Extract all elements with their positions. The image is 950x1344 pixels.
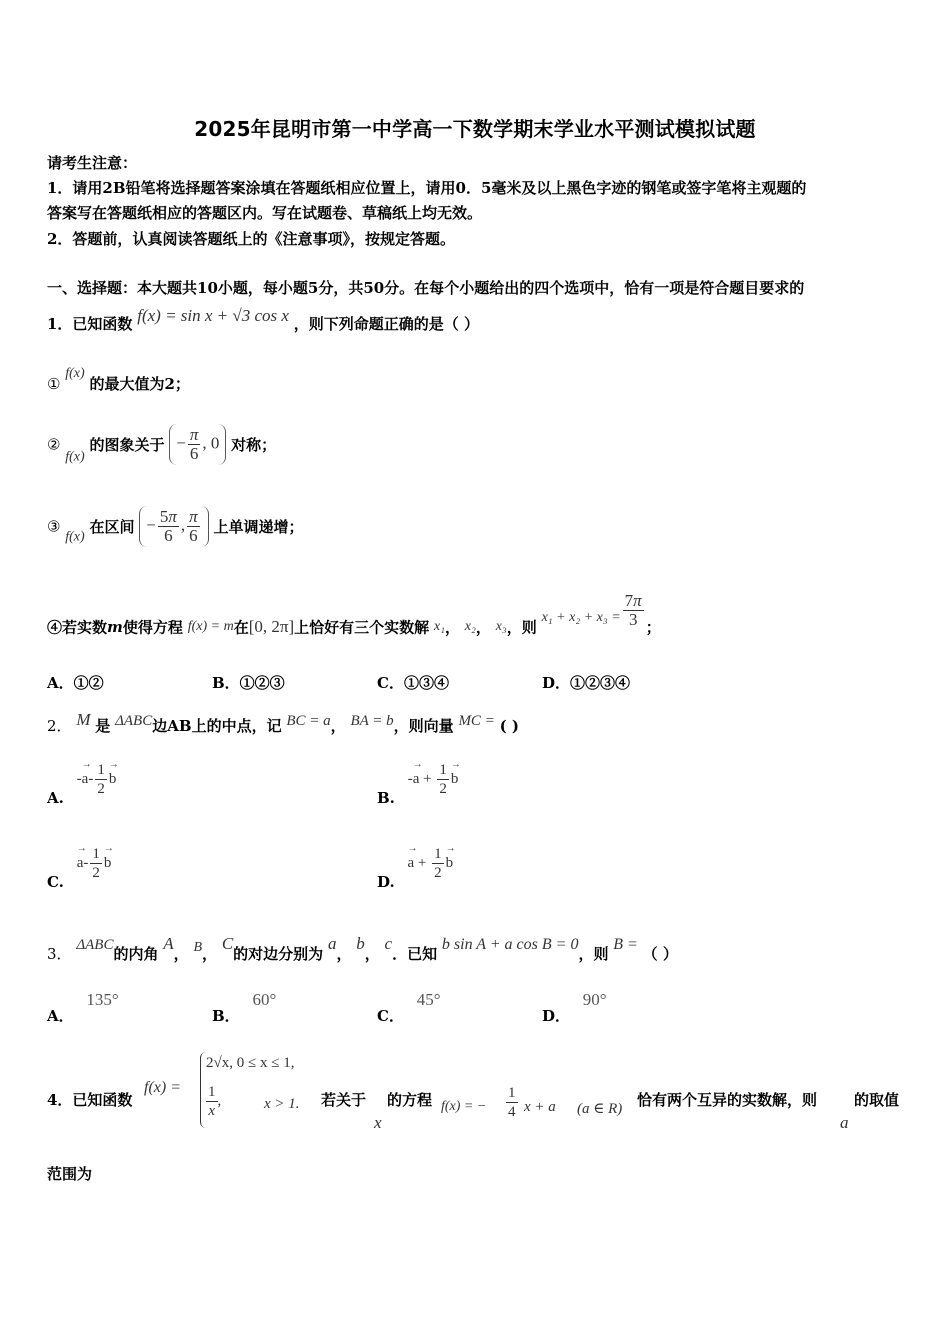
q1-s4-eq: f(x) = m bbox=[187, 619, 234, 634]
q1-statement-2 bbox=[47, 424, 276, 466]
option-value: 135° bbox=[86, 990, 119, 1009]
q3-text2: 的对边分别为 bbox=[233, 945, 324, 963]
q1-s4-text3: 在 bbox=[233, 618, 249, 637]
q1-statement-4: ④若实数m使得方程 f(x) = m在[0, 2π]上恰好有三个实数解 x₁， x₂， x₃，则 x₁ + x₂ + x₃ = $\frac{7\pi}{3}$ ； bbox=[47, 591, 661, 637]
q2-expr-d: → a + $\frac{1}{2}$ → b bbox=[407, 845, 453, 882]
q2-option-c[interactable] bbox=[47, 845, 111, 891]
q4-a: a bbox=[840, 1113, 849, 1132]
q2-expr-b: -→ a + $\frac{1}{2}$ → b bbox=[408, 761, 459, 798]
q3-option-d[interactable] bbox=[542, 990, 607, 1026]
q3-text1: 的内角 bbox=[113, 945, 159, 963]
q1-s3-interval: − $\frac{5\pi}{6}$ , $\frac{\pi}{6}$ bbox=[139, 506, 208, 547]
q3-option-b[interactable] bbox=[212, 990, 276, 1026]
statement-marker: ① bbox=[47, 375, 61, 393]
q4-case-2-fraction: $\frac{1}{x}$ , bbox=[208, 1084, 222, 1119]
q2-option-a[interactable] bbox=[47, 761, 116, 807]
q2-triangle: ΔABC bbox=[115, 713, 153, 729]
q1-statement-1 bbox=[47, 366, 190, 394]
q4-text4: 的取值 bbox=[854, 1091, 900, 1109]
q4-case-2-cond: x > 1. bbox=[264, 1096, 300, 1112]
q3-text3: ．已知 bbox=[392, 945, 438, 963]
q4-text1: 若关于 bbox=[321, 1091, 367, 1109]
q1-statement-3 bbox=[47, 506, 303, 547]
q2-bc: BC = a bbox=[286, 713, 331, 729]
q1-option-a[interactable]: A．①② bbox=[47, 674, 104, 692]
q1-s4-text4: 上恰好有三个实数解 bbox=[294, 618, 430, 637]
q3-C: C bbox=[221, 934, 234, 953]
q1-s4-x2: x₂ bbox=[464, 619, 476, 634]
q4-condition: (a ∈ R) bbox=[577, 1101, 623, 1117]
q4-case-1: 2√x, 0 ≤ x ≤ 1, bbox=[206, 1055, 295, 1071]
option-value: 90° bbox=[582, 990, 607, 1009]
notice-item-1a: 1．请用2B铅笔将选择题答案涂填在答题纸相应位置上，请用0．5毫米及以上黑色字迹的钢笔或签字笔将主观题的 bbox=[47, 179, 807, 197]
q3-a: a bbox=[327, 934, 337, 953]
q2-option-b[interactable] bbox=[377, 761, 458, 807]
q3-B: B bbox=[193, 940, 203, 955]
option-label: A． bbox=[47, 1007, 74, 1025]
q4-prefix: 4．已知函数 bbox=[47, 1091, 133, 1109]
q1-option-d[interactable]: D．①②③④ bbox=[542, 674, 631, 692]
question-2: 2． M 是 ΔABC边AB上的中点，记 BC = a， BA = b，则向量 MC = ( ) bbox=[47, 710, 520, 735]
option-label: B． bbox=[212, 1007, 240, 1025]
q2-expr-c: → a- $\frac{1}{2}$ → b bbox=[77, 845, 112, 882]
notice-item-2: 2．答题前，认真阅读答题纸上的《注意事项》，按规定答题。 bbox=[47, 230, 455, 248]
option-label: D． bbox=[542, 1007, 571, 1025]
q4-text5: 范围为 bbox=[47, 1165, 93, 1183]
q1-s2-text: 的图象关于 bbox=[89, 436, 165, 454]
notice-item-1b: 答案写在答题纸相应的答题区内。写在试题卷、草稿纸上均无效。 bbox=[47, 204, 483, 222]
q3-option-c[interactable] bbox=[377, 990, 441, 1026]
page-title: 2025年昆明市第一中学高一下数学期末学业水平测试模拟试题 bbox=[194, 117, 756, 141]
q1-s4-x3: x₃ bbox=[495, 619, 507, 634]
q1-option-b[interactable]: B．①②③ bbox=[212, 674, 285, 692]
q1-s1-fx: f(x) bbox=[65, 366, 85, 381]
q2-ba: BA = b bbox=[350, 713, 394, 729]
q3-text4: ，则 bbox=[578, 945, 609, 963]
q3-A: A bbox=[163, 934, 174, 953]
q3-text5: （ ） bbox=[642, 945, 678, 963]
q1-s4-end: ； bbox=[645, 618, 661, 637]
option-label: A. bbox=[47, 789, 64, 807]
q2-text: 是 bbox=[95, 717, 111, 735]
question-3: 3． ΔABC的内角 A， B， C的对边分别为 a， b， c．已知 b sin A + a cos B = 0，则 B = （ ） bbox=[47, 934, 678, 963]
q3-c: c bbox=[384, 934, 393, 953]
q1-s4-m: m bbox=[107, 618, 123, 636]
q3-equation: b sin A + a cos B = 0 bbox=[441, 936, 579, 953]
q3-option-a[interactable] bbox=[47, 990, 119, 1026]
q1-s3-text2: 上单调递增； bbox=[213, 518, 304, 536]
q2-expr-a: -→ a- $\frac{1}{2}$ → b bbox=[77, 761, 117, 798]
q2-M: M bbox=[76, 710, 91, 729]
q4-eq-rhs: x + a bbox=[524, 1099, 556, 1115]
q2-text3: 上的中点，记 bbox=[191, 717, 282, 735]
q3-b: b bbox=[356, 934, 365, 953]
q3-triangle: ΔABC bbox=[76, 937, 114, 953]
q1-s4-x1: x₁ bbox=[433, 619, 445, 634]
question-1 bbox=[47, 306, 479, 334]
statement-marker: ③ bbox=[47, 517, 61, 536]
q1-s3-fx: f(x) bbox=[65, 529, 85, 545]
q1-s2-fx: f(x) bbox=[65, 449, 85, 465]
q2-ab: AB bbox=[167, 717, 192, 735]
q3-number: 3． bbox=[47, 945, 72, 963]
q4-text2: 的方程 bbox=[387, 1091, 433, 1109]
notice-heading: 请考生注意： bbox=[47, 154, 138, 172]
q2-text2: 边 bbox=[152, 717, 168, 735]
section-heading: 一、选择题：本大题共10小题，每小题5分，共50分。在每个小题给出的四个选项中，恰有一项是符合题目要求的 bbox=[47, 279, 805, 297]
q1-s3-text: 在区间 bbox=[89, 518, 135, 536]
option-label: B. bbox=[377, 789, 395, 807]
q2-mc: MC = bbox=[458, 713, 495, 729]
option-label: C． bbox=[377, 1007, 404, 1025]
q1-s2-text2: 对称； bbox=[231, 436, 277, 454]
q1-s4-text5: ，则 bbox=[506, 618, 537, 637]
option-label: C. bbox=[47, 873, 64, 891]
q4-fx: f(x) = bbox=[144, 1079, 181, 1096]
q1-s2-point: − $\frac{\pi}{6}$ , 0 bbox=[169, 424, 226, 465]
q2-number: 2． bbox=[47, 717, 72, 735]
q1-s1-text: 的最大值为2； bbox=[89, 375, 190, 393]
q2-option-d[interactable] bbox=[377, 845, 453, 891]
q1-option-c[interactable]: C．①③④ bbox=[377, 674, 449, 692]
statement-marker: ② bbox=[47, 435, 61, 454]
q1-s4-text1: ④若实数 bbox=[47, 618, 108, 637]
q4-eq-frac: $\frac{1}{4}$ bbox=[508, 1085, 516, 1120]
option-value: 60° bbox=[252, 990, 277, 1009]
q2-text5: ( ) bbox=[499, 717, 520, 735]
q1-s4-text2: 使得方程 bbox=[122, 618, 183, 637]
q3-B-eq: B = bbox=[613, 936, 638, 953]
q1-suffix: ，则下列命题正确的是（ ） bbox=[293, 315, 479, 333]
q2-text4: ，则向量 bbox=[393, 717, 454, 735]
q1-prefix: 1．已知函数 bbox=[47, 315, 133, 333]
option-value: 45° bbox=[416, 990, 441, 1009]
q1-formula: f(x) = sin x + √3 cos x bbox=[137, 306, 289, 325]
q4-x: x bbox=[374, 1113, 382, 1132]
q1-s4-sum: x₁ + x₂ + x₃ = bbox=[541, 610, 621, 625]
q4-eq-lhs: f(x) = − bbox=[441, 1099, 487, 1114]
option-label: D. bbox=[377, 873, 395, 891]
q1-s4-interval: [0, 2π] bbox=[248, 617, 295, 636]
q4-text3: 恰有两个互异的实数解，则 bbox=[637, 1091, 818, 1109]
